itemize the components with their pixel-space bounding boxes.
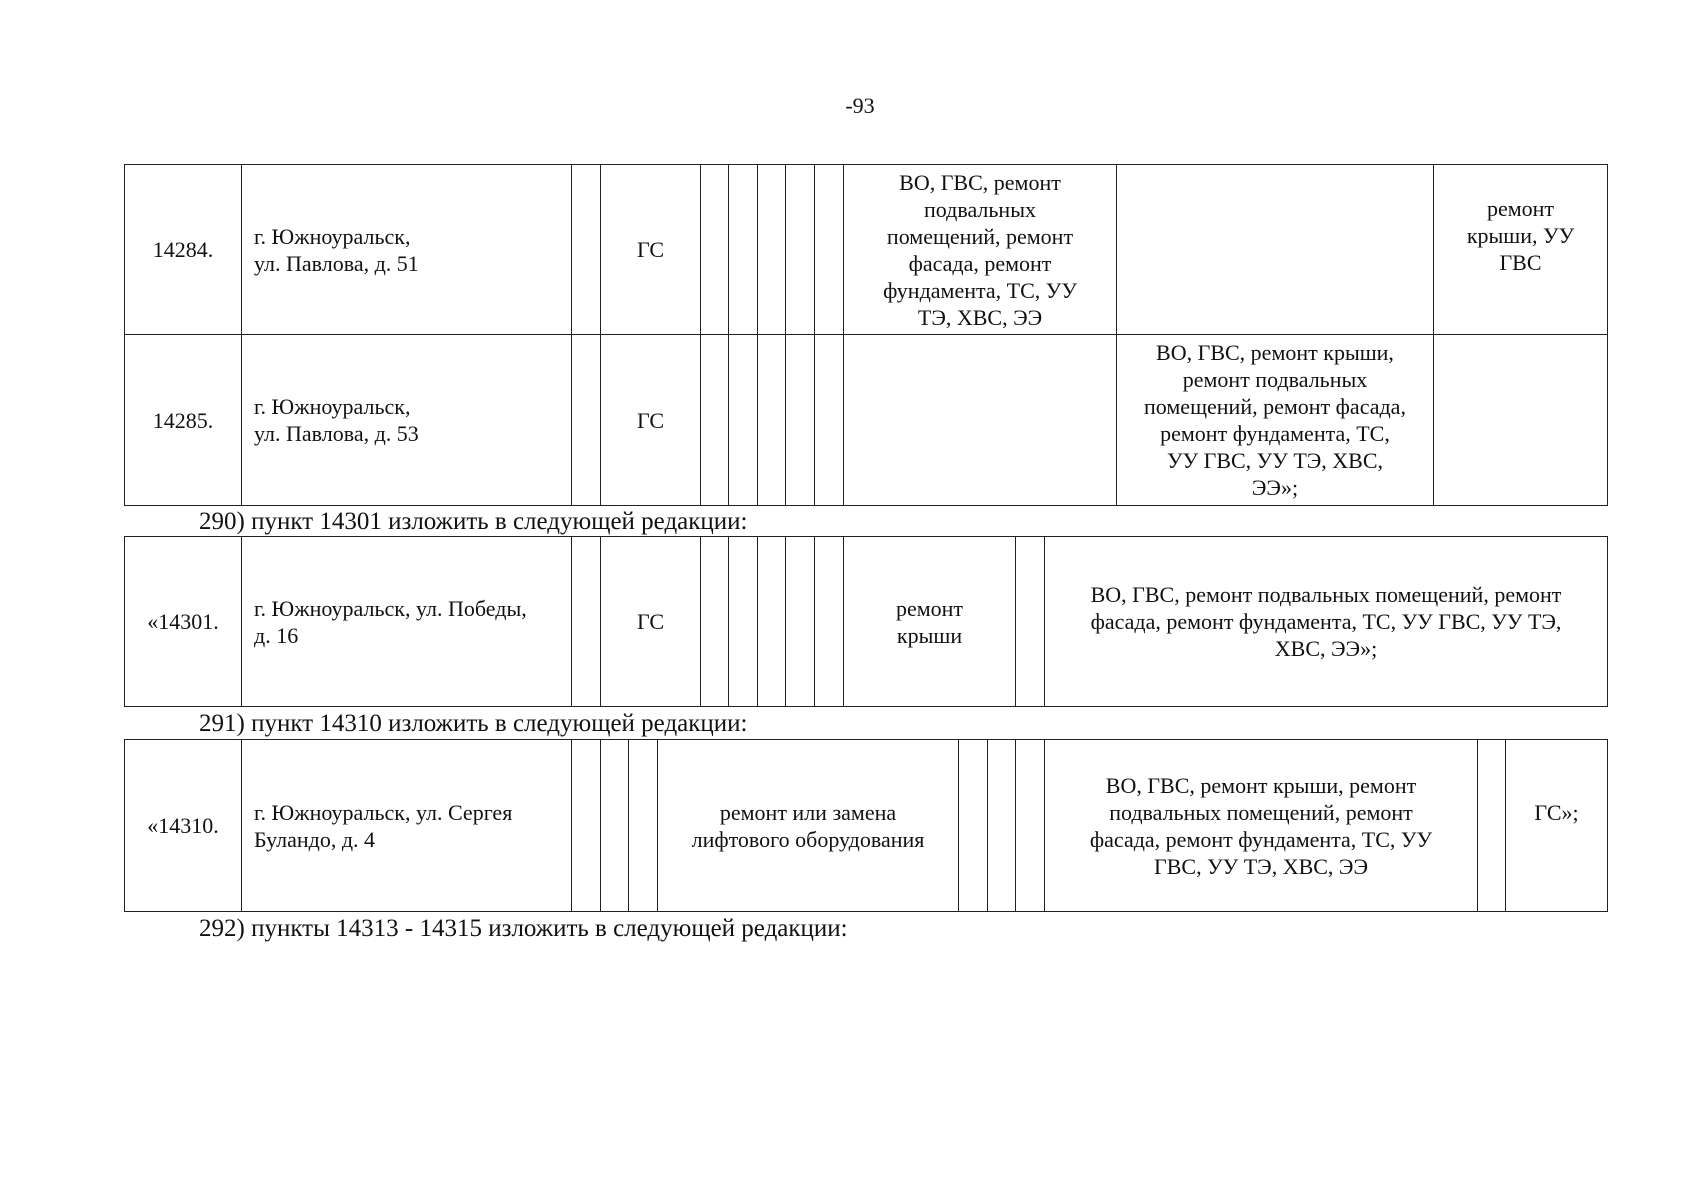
item-address: г. Южноуральск, ул. Победы, д. 16 xyxy=(242,537,572,707)
amendment-instruction-292: 292) пункты 14313 - 14315 изложить в следующей редакции: xyxy=(199,915,848,942)
amendment-instruction-290: 290) пункт 14301 изложить в следующей редакции: xyxy=(199,508,748,535)
table-row xyxy=(125,165,1608,335)
item-address: г. Южноуральск, ул. Павлова, д. 51 xyxy=(242,165,572,335)
amendment-instruction-291: 291) пункт 14310 изложить в следующей редакции: xyxy=(199,710,748,737)
works-cell: ВО, ГВС, ремонт подвальных помещений, ремонт фасада, ремонт фундамента, ТС, УУ ТЭ, ХВС, ЭЭ xyxy=(844,165,1117,335)
table-row xyxy=(125,537,1608,707)
building-type: ГС xyxy=(601,335,701,506)
table-item-14310 xyxy=(124,739,1608,912)
table-items-14284-14285 xyxy=(124,164,1608,506)
item-number: 14284. xyxy=(125,165,242,335)
building-type: ГС»; xyxy=(1506,740,1608,912)
page-number: -93 xyxy=(845,93,875,118)
building-type: ГС xyxy=(601,165,701,335)
table-row xyxy=(125,335,1608,506)
works-cell: ВО, ГВС, ремонт подвальных помещений, ремонт фасада, ремонт фундамента, ТС, УУ ГВС, УУ ТЭ, ХВС, ЭЭ»; xyxy=(1045,537,1608,707)
item-number: «14301. xyxy=(125,537,242,707)
works-cell: ремонт крыши, УУ ГВС xyxy=(1434,165,1608,335)
item-address: г. Южноуральск, ул. Павлова, д. 53 xyxy=(242,335,572,506)
works-cell: ВО, ГВС, ремонт крыши, ремонт подвальных помещений, ремонт фасада, ремонт фундамента, ТС, УУ ГВС, УУ ТЭ, ХВС, ЭЭ»; xyxy=(1117,335,1434,506)
item-address: г. Южноуральск, ул. Сергея Буландо, д. 4 xyxy=(242,740,572,912)
works-cell: ремонт крыши xyxy=(844,537,1016,707)
table-row xyxy=(125,740,1608,912)
table-item-14301 xyxy=(124,536,1608,707)
works-cell: ремонт или замена лифтового оборудования xyxy=(658,740,959,912)
item-number: «14310. xyxy=(125,740,242,912)
item-number: 14285. xyxy=(125,335,242,506)
building-type: ГС xyxy=(601,537,701,707)
works-cell: ВО, ГВС, ремонт крыши, ремонт подвальных помещений, ремонт фасада, ремонт фундамента, ТС, УУ ГВС, УУ ТЭ, ХВС, ЭЭ xyxy=(1045,740,1478,912)
